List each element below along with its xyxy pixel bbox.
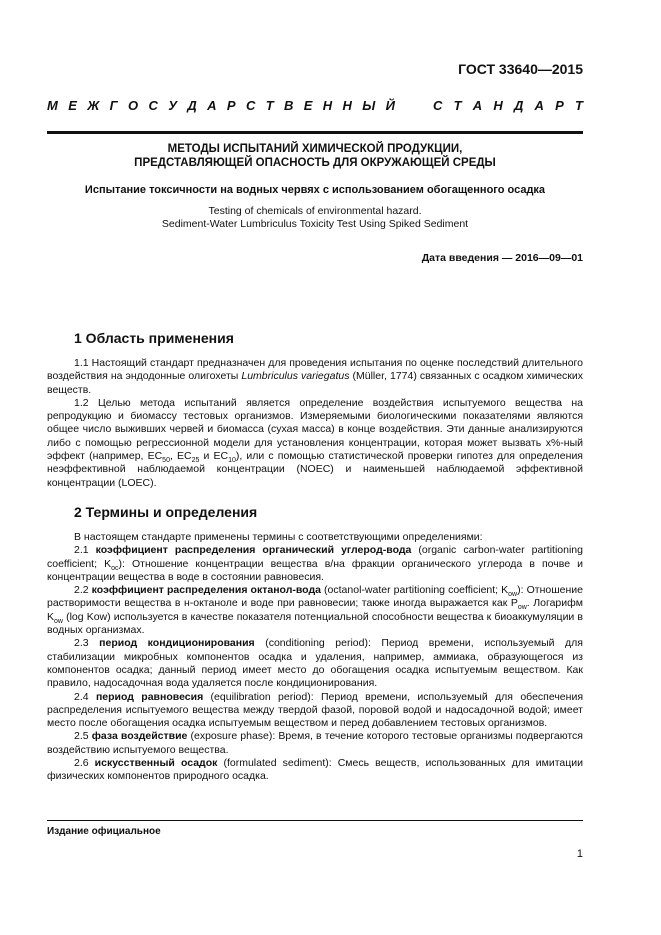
- title-line-1: МЕТОДЫ ИСПЫТАНИЙ ХИМИЧЕСКОЙ ПРОДУКЦИИ,: [167, 143, 463, 155]
- official-edition-note: Издание официальное: [47, 826, 161, 837]
- english-title-line-1: Testing of chemicals of environmental hazard.: [208, 205, 422, 217]
- english-title: [47, 205, 583, 231]
- term-2-1: 2.1 коэффициент распределения органический углерод-вода (organic carbon-water partitioning coefficient; $K_{oc}$): Отношение концентрации вещества в/на фракции органического углерода в почве и концентрации вещества в воде в состоянии равновесия.: [47, 544, 583, 583]
- term-2-6: 2.6 искусственный осадок (formulated sediment): Смесь веществ, использованных для имитации физических компонентов природного осадка.: [47, 757, 583, 783]
- document-subtitle: Испытание токсичности на водных червях с использованием обогащенного осадка: [84, 184, 546, 196]
- term-2-2: 2.2 коэффициент распределения октанол-вода (octanol-water partitioning coefficient; $K_{ow}$): Отношение растворимости вещества в н-октаноле и воде при равновесии; также иногда выражается как $P_{ow}$. Логарифм $K_{ow}$ (log Kow) используется в качестве показателя потенциальной способности вещества к биоаккумуляции в водных организмах.: [47, 584, 583, 637]
- term-2-3: 2.3 период кондиционирования (conditioning period): Период времени, используемый для стабилизации микробных компонентов осадка и удаления, например, аммиака, образующегося из компонентов осадка; данный период имеет место до обогащения осадка испытуемым веществом. Как правило, надосадочная вода удаляется после кондиционирования.: [47, 637, 583, 690]
- term-name: период кондиционирования: [99, 637, 255, 650]
- term-name: коэффициент распределения октанол-вода: [91, 584, 321, 597]
- term-name: искусственный осадок: [94, 757, 218, 770]
- page-number: 1: [576, 848, 583, 860]
- title-line-2: ПРЕДСТАВЛЯЮЩЕЙ ОПАСНОСТЬ ДЛЯ ОКРУЖАЮЩЕЙ СРЕДЫ: [134, 157, 496, 169]
- term-name: коэффициент распределения органический углерод-вода: [95, 544, 412, 557]
- section-1-heading: 1 Область применения: [74, 330, 234, 346]
- term-2-4: 2.4 период равновесия (equilibration period): Период времени, используемый для обеспечения распределения испытуемого вещества между твердой фазой, поровой водой и надосадочной водой; имеет место после обогащения осадка испытуемым веществом и перед добавлением тестовых организмов.: [47, 690, 584, 730]
- term-name: период равновесия: [95, 690, 204, 703]
- header-divider: [47, 131, 583, 134]
- gost-code: ГОСТ 33640—2015: [458, 61, 583, 77]
- term-name: фаза воздействие: [91, 730, 188, 743]
- english-title-line-2: Sediment-Water Lumbriculus Toxicity Test Using Spiked Sediment: [161, 218, 469, 230]
- paragraph-1-1: 1.1 Настоящий стандарт предназначен для проведения испытания по оценке последствий длительного воздействия на эндодонные олигохеты Lumbriculus variegatus (Müller, 1774) связанных с осадком химических веществ.: [47, 357, 584, 396]
- document-body: [47, 330, 583, 784]
- interstate-standard-heading: [47, 98, 583, 113]
- section-2-intro: В настоящем стандарте применены термины с соответствующими определениями:: [74, 530, 483, 543]
- interstate-word: М Е Ж Г О С У Д А Р С Т В Е Н Н Ы Й: [47, 98, 395, 113]
- document-title: [47, 142, 583, 170]
- paragraph-1-2: 1.2 Целью метода испытаний является определение воздействия испытуемого вещества на репродукцию и биомассу тестовых организмов. Измеряемыми биологическими показателями являются общее число выживших червей и биомасса (сухая масса) в конце воздействия. Эти данные анализируются либо с помощью регрессионной модели для установления концентрации, которая может вызвать x%-ный эффект (например, $EC_{50}$, $EC_{25}$ и $EC_{10}$), или с помощью статистической проверки гипотез для определения неэффективной наблюдаемой концентрации (NOEC) и наименьшей наблюдаемой эффективной концентрации (LOEC).: [47, 396, 583, 489]
- species-name: Lumbriculus variegatus: [241, 370, 350, 383]
- standard-word: С Т А Н Д А Р Т: [433, 98, 583, 113]
- introduction-date: Дата введения — 2016—09—01: [421, 252, 583, 264]
- footer-divider: [47, 820, 583, 821]
- term-2-5: 2.5 фаза воздействие (exposure phase): Время, в течение которого тестовые организмы подвергаются воздействию испытуемого вещества.: [47, 730, 583, 756]
- section-2-heading: 2 Термины и определения: [74, 503, 258, 520]
